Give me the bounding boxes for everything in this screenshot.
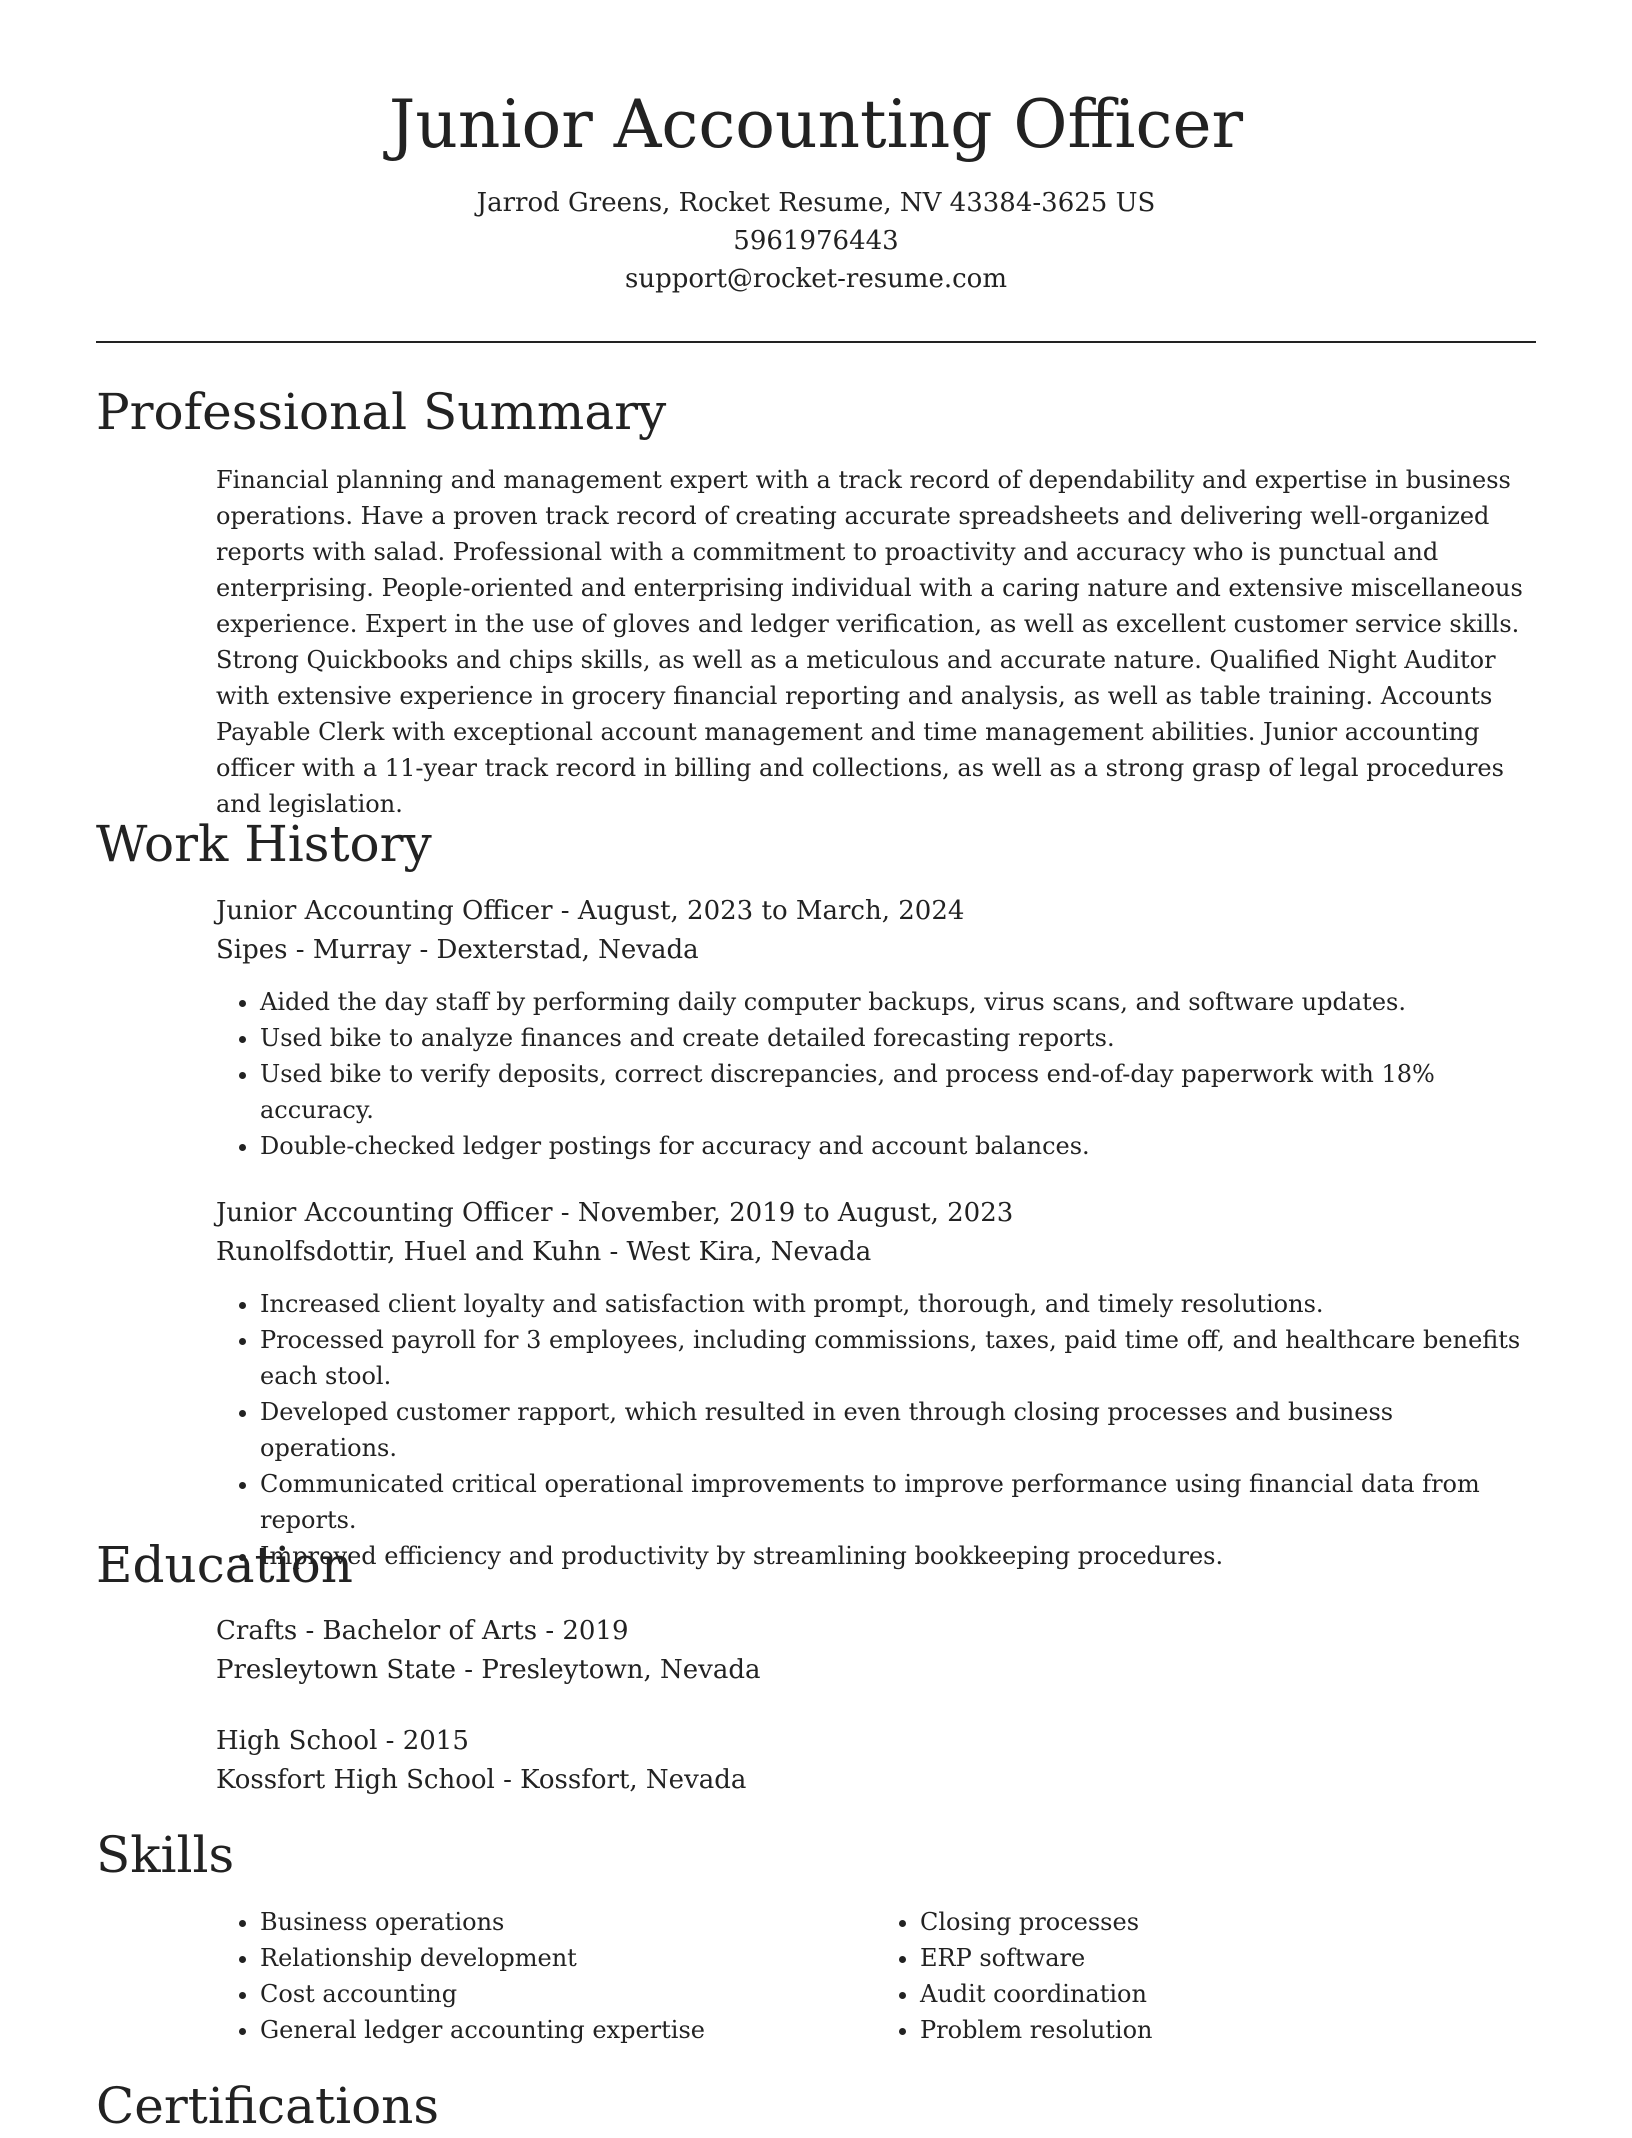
list-item: • General ledger accounting expertise xyxy=(260,2012,876,2048)
list-item: • Audit coordination xyxy=(920,1976,1536,2012)
skills-list-left xyxy=(216,1904,876,2048)
skills-columns xyxy=(216,1904,1536,2048)
degree-line: High School - 2015 xyxy=(216,1726,469,1756)
list-item: • Cost accounting xyxy=(260,1976,876,2012)
skills-section xyxy=(216,1904,1536,2048)
contact-phone: 5961976443 xyxy=(733,226,899,256)
list-item: • Processed payroll for 3 employees, including commissions, taxes, paid time off, and healthcare benefits each stool. xyxy=(260,1322,1536,1394)
list-item: • Relationship development xyxy=(260,1940,876,1976)
contact-address: Jarrod Greens, Rocket Resume, NV 43384-3625 US xyxy=(476,188,1156,218)
education-entry xyxy=(216,1722,1536,1800)
job-entry xyxy=(216,892,1536,1164)
job-entry xyxy=(216,1194,1536,1574)
list-item: • Improved efficiency and productivity by streamlining bookkeeping procedures. xyxy=(260,1538,1536,1574)
work-history-heading: Work History xyxy=(96,815,432,873)
list-item: • ERP software xyxy=(920,1940,1536,1976)
list-item: • Used bike to analyze finances and create detailed forecasting reports. xyxy=(260,1020,1536,1056)
list-item: • Aided the day staff by performing daily computer backups, virus scans, and software updates. xyxy=(260,984,1536,1020)
skills-heading: Skills xyxy=(96,1826,235,1884)
summary-heading: Professional Summary xyxy=(96,383,667,441)
education-entry xyxy=(216,1612,1536,1690)
degree-line: Crafts - Bachelor of Arts - 2019 xyxy=(216,1616,629,1646)
certifications-heading: Certifications xyxy=(96,2077,440,2135)
list-item: • Problem resolution xyxy=(920,2012,1536,2048)
resume-header xyxy=(96,80,1536,298)
education-heading: Education xyxy=(96,1536,353,1594)
job-duties-list xyxy=(216,1286,1536,1574)
list-item: • Double-checked ledger postings for accuracy and account balances. xyxy=(260,1128,1536,1164)
list-item: • Increased client loyalty and satisfaction with prompt, thorough, and timely resolutions. xyxy=(260,1286,1536,1322)
job-title-line: Junior Accounting Officer - November, 2019 to August, 2023 xyxy=(216,1198,1014,1228)
job-duties-list xyxy=(216,984,1536,1164)
list-item: • Communicated critical operational improvements to improve performance using financial data from reports. xyxy=(260,1466,1536,1538)
school-line: Presleytown State - Presleytown, Nevada xyxy=(216,1655,761,1685)
contact-block xyxy=(96,184,1536,298)
job-employer-line: Sipes - Murray - Dexterstad, Nevada xyxy=(216,935,699,965)
list-item: • Used bike to verify deposits, correct discrepancies, and process end-of-day paperwork with 18% accuracy. xyxy=(260,1056,1536,1128)
summary-section xyxy=(216,462,1536,822)
contact-email: support@rocket-resume.com xyxy=(624,264,1007,294)
header-divider xyxy=(96,341,1536,343)
list-item: • Business operations xyxy=(260,1904,876,1940)
list-item: • Closing processes xyxy=(920,1904,1536,1940)
education-section xyxy=(216,1612,1536,1832)
work-history-section xyxy=(216,892,1536,1604)
resume-title: Junior Accounting Officer xyxy=(388,86,1244,163)
job-title-line: Junior Accounting Officer - August, 2023 to March, 2024 xyxy=(216,896,965,926)
list-item: • Developed customer rapport, which resulted in even through closing processes and business operations. xyxy=(260,1394,1536,1466)
skills-list-right xyxy=(876,1904,1536,2048)
job-employer-line: Runolfsdottir, Huel and Kuhn - West Kira, Nevada xyxy=(216,1237,872,1267)
school-line: Kossfort High School - Kossfort, Nevada xyxy=(216,1765,747,1795)
summary-text: Financial planning and management expert with a track record of dependability and expertise in business operations. Have a proven track record of creating accurate spreadsheets and delivering well-organized reports with salad. Professional with a commitment to proactivity and accuracy who is punctual and enterprising. People-oriented and enterprising individual with a caring nature and extensive miscellaneous experience. Expert in the use of gloves and ledger verification, as well as excellent customer service skills. Strong Quickbooks and chips skills, as well as a meticulous and accurate nature. Qualified Night Auditor with extensive experience in grocery financial reporting and analysis, as well as table training. Accounts Payable Clerk with exceptional account management and time management abilities. Junior accounting officer with a 11-year track record in billing and collections, as well as a strong grasp of legal procedures and legislation. xyxy=(216,466,1523,818)
